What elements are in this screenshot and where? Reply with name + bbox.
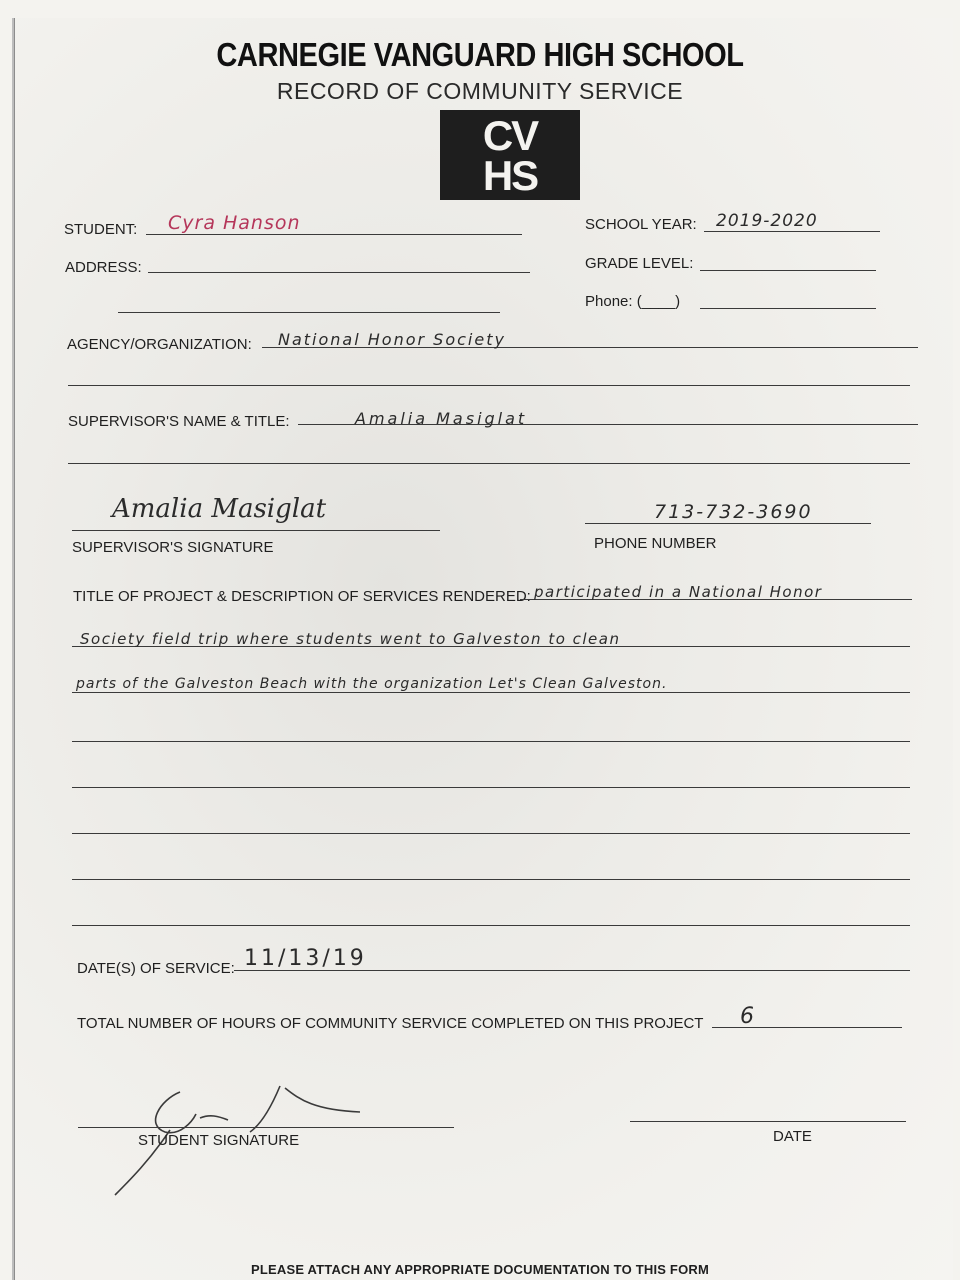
grade-level-line <box>700 270 876 271</box>
phone-label: Phone: (____) <box>585 293 681 310</box>
phone-number-label: PHONE NUMBER <box>594 535 717 552</box>
phone-line <box>700 308 876 309</box>
supervisor-line-2 <box>68 463 910 464</box>
address-line-2 <box>118 312 500 313</box>
description-value-2: Society field trip where students went to Galveston to clean <box>80 630 621 648</box>
school-logo <box>440 110 580 200</box>
description-line-7 <box>72 879 910 880</box>
supervisor-label: SUPERVISOR'S NAME & TITLE: <box>68 413 290 430</box>
description-value-3: parts of the Galveston Beach with the organization Let's Clean Galveston. <box>76 676 668 692</box>
logo-line-1: CV <box>482 112 538 159</box>
agency-line-2 <box>68 385 910 386</box>
hours-label: TOTAL NUMBER OF HOURS OF COMMUNITY SERVICE COMPLETED ON THIS PROJECT <box>77 1015 704 1032</box>
address-label: ADDRESS: <box>65 259 142 276</box>
supervisor-signature-line <box>72 530 440 531</box>
description-line-4 <box>72 741 910 742</box>
student-signature-label: STUDENT SIGNATURE <box>138 1132 300 1149</box>
student-signature-line <box>78 1127 454 1128</box>
description-line-3 <box>72 692 910 693</box>
agency-label: AGENCY/ORGANIZATION: <box>67 336 252 353</box>
description-label: TITLE OF PROJECT & DESCRIPTION OF SERVICES RENDERED: <box>73 588 531 605</box>
school-name: CARNEGIE VANGUARD HIGH SCHOOL <box>216 36 744 73</box>
date-line <box>630 1121 906 1122</box>
supervisor-signature-label: SUPERVISOR'S SIGNATURE <box>72 539 274 556</box>
logo-line-2: HS <box>482 152 538 199</box>
dates-value: 11/13/19 <box>244 946 367 971</box>
description-line-8 <box>72 925 910 926</box>
address-line-1 <box>148 272 530 273</box>
school-year-line <box>704 231 880 232</box>
supervisor-signature-value: Amalia Masiglat <box>112 494 327 524</box>
agency-value: National Honor Society <box>278 330 506 349</box>
grade-level-label: GRADE LEVEL: <box>585 255 694 272</box>
student-line <box>146 234 522 235</box>
date-label: DATE <box>773 1128 812 1145</box>
phone-number-line <box>585 523 871 524</box>
description-line-5 <box>72 787 910 788</box>
hours-value: 6 <box>740 1004 755 1029</box>
phone-number-value: 713-732-3690 <box>654 501 813 523</box>
student-label: STUDENT: <box>64 221 138 238</box>
form-title: RECORD OF COMMUNITY SERVICE <box>276 78 684 104</box>
school-year-value: 2019-2020 <box>716 211 818 231</box>
description-line-6 <box>72 833 910 834</box>
dates-label: DATE(S) OF SERVICE: <box>77 960 235 977</box>
school-year-label: SCHOOL YEAR: <box>585 216 697 233</box>
description-value-1: participated in a National Honor <box>534 583 823 601</box>
supervisor-value: Amalia Masiglat <box>355 409 528 428</box>
footer-note: PLEASE ATTACH ANY APPROPRIATE DOCUMENTATION TO THIS FORM <box>250 1262 710 1277</box>
student-value: Cyra Hanson <box>168 212 301 234</box>
